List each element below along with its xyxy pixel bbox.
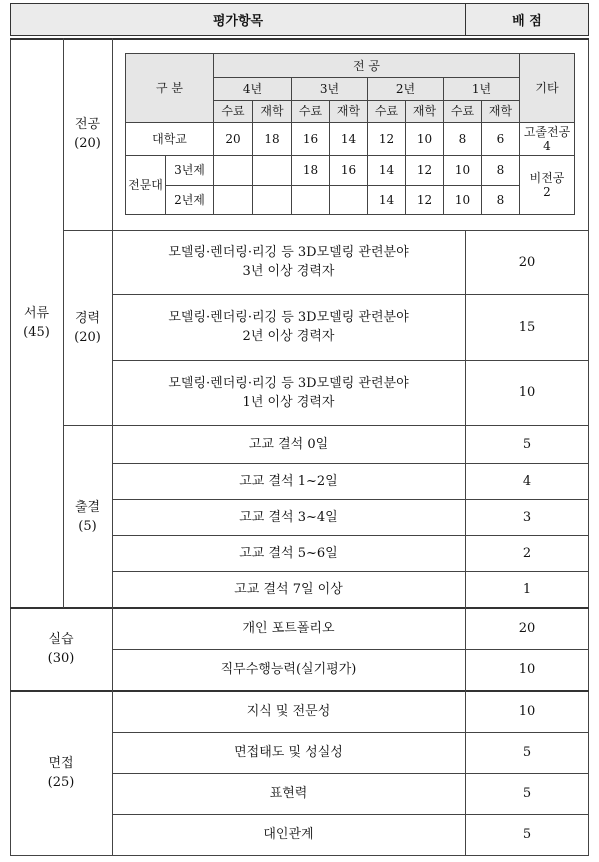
section-career-title: 경력 bbox=[74, 310, 101, 326]
table-cell: 8 bbox=[482, 185, 520, 214]
table-cell: 14 bbox=[368, 156, 406, 185]
attendance-item: 고교 결석 3~4일 bbox=[239, 509, 338, 525]
attendance-score: 4 bbox=[522, 473, 532, 489]
section-major-points: (20) bbox=[74, 136, 101, 151]
table-cell: 10 bbox=[444, 185, 482, 214]
interview-item: 면접태도 및 성실성 bbox=[234, 745, 343, 760]
section-practice-title: 실습 bbox=[48, 632, 74, 647]
attendance-item: 고교 결석 5~6일 bbox=[239, 545, 338, 561]
other-header: 기타 bbox=[520, 54, 575, 123]
table-cell: 16 bbox=[292, 122, 330, 155]
practice-score: 20 bbox=[518, 621, 536, 636]
other-non-major: 비전공 2 bbox=[520, 156, 575, 215]
attendance-score: 1 bbox=[522, 582, 532, 597]
table-cell: 14 bbox=[330, 122, 368, 155]
table-cell: 8 bbox=[482, 156, 520, 185]
row-college2-label: 2년제 bbox=[166, 185, 214, 214]
major-score-table bbox=[125, 53, 575, 215]
table-cell: 18 bbox=[292, 156, 330, 185]
status-completed: 수료 bbox=[292, 100, 330, 122]
career-item-3yr: 모델링·렌더링·리깅 등 3D모델링 관련분야 3년 이상 경력자 bbox=[168, 245, 409, 279]
section-major bbox=[63, 38, 112, 230]
practice-item: 직무수행능력(실기평가) bbox=[220, 662, 357, 677]
attendance-item: 고교 결석 1~2일 bbox=[239, 473, 338, 489]
table-cell: 8 bbox=[444, 122, 482, 155]
status-enrolled: 재학 bbox=[482, 100, 520, 122]
section-attendance-points: (5) bbox=[78, 518, 97, 534]
table-cell bbox=[214, 156, 253, 185]
section-documents-title: 서류 bbox=[23, 306, 50, 321]
table-cell bbox=[330, 185, 368, 214]
year-2: 2년 bbox=[368, 78, 444, 100]
year-4: 4년 bbox=[214, 78, 292, 100]
attendance-score: 2 bbox=[522, 545, 532, 561]
section-practice-points: (30) bbox=[47, 651, 75, 666]
section-practice bbox=[10, 607, 112, 691]
status-enrolled: 재학 bbox=[406, 100, 444, 122]
practice-item: 개인 포트폴리오 bbox=[242, 621, 335, 636]
interview-score: 10 bbox=[518, 704, 536, 719]
table-cell: 12 bbox=[406, 185, 444, 214]
section-documents-points: (45) bbox=[23, 325, 50, 340]
row-college-group: 전문대 bbox=[126, 156, 166, 215]
section-career bbox=[63, 230, 112, 425]
table-cell: 10 bbox=[406, 122, 444, 155]
section-career-points: (20) bbox=[74, 329, 101, 345]
table-cell: 10 bbox=[444, 156, 482, 185]
interview-score: 5 bbox=[522, 745, 532, 760]
section-interview bbox=[10, 690, 112, 856]
career-score-1yr: 10 bbox=[518, 385, 536, 400]
table-cell: 20 bbox=[214, 122, 253, 155]
status-enrolled: 재학 bbox=[253, 100, 292, 122]
career-item-2yr: 모델링·렌더링·리깅 등 3D모델링 관련분야 2년 이상 경력자 bbox=[168, 310, 409, 344]
table-cell: 12 bbox=[406, 156, 444, 185]
attendance-score: 3 bbox=[522, 509, 532, 525]
attendance-item: 고교 결석 7일 이상 bbox=[234, 582, 343, 597]
table-cell: 6 bbox=[482, 122, 520, 155]
status-completed: 수료 bbox=[444, 100, 482, 122]
row-university-label: 대학교 bbox=[126, 122, 214, 155]
table-cell bbox=[253, 185, 292, 214]
interview-item: 표현력 bbox=[269, 786, 308, 801]
other-highschool-major: 고졸전공 4 bbox=[520, 122, 575, 155]
table-cell: 14 bbox=[368, 185, 406, 214]
practice-score: 10 bbox=[518, 662, 536, 677]
section-interview-points: (25) bbox=[47, 775, 75, 790]
table-cell bbox=[292, 185, 330, 214]
attendance-item: 고교 결석 0일 bbox=[248, 436, 329, 452]
year-3: 3년 bbox=[292, 78, 368, 100]
interview-score: 5 bbox=[522, 786, 532, 801]
header-item bbox=[10, 3, 466, 36]
status-enrolled: 재학 bbox=[330, 100, 368, 122]
attendance-score: 5 bbox=[522, 436, 532, 452]
career-score-3yr: 20 bbox=[518, 254, 536, 270]
header-item-label: 평가항목 bbox=[212, 14, 264, 29]
table-cell: 16 bbox=[330, 156, 368, 185]
major-header: 전 공 bbox=[214, 54, 520, 78]
career-score-2yr: 15 bbox=[518, 319, 536, 335]
category-header: 구 분 bbox=[126, 54, 214, 123]
status-completed: 수료 bbox=[368, 100, 406, 122]
header-score-label: 배 점 bbox=[512, 14, 542, 29]
career-item-1yr: 모델링·렌더링·리깅 등 3D모델링 관련분야 1년 이상 경력자 bbox=[168, 375, 409, 410]
section-interview-title: 면접 bbox=[48, 756, 74, 771]
section-documents bbox=[10, 38, 63, 608]
table-cell: 18 bbox=[253, 122, 292, 155]
section-major-title: 전공 bbox=[74, 117, 101, 132]
section-attendance bbox=[63, 425, 112, 608]
interview-item: 대인관계 bbox=[263, 827, 314, 842]
row-college3-label: 3년제 bbox=[166, 156, 214, 185]
header-score bbox=[465, 3, 589, 36]
interview-score: 5 bbox=[522, 827, 532, 842]
table-cell bbox=[253, 156, 292, 185]
interview-item: 지식 및 전문성 bbox=[246, 704, 331, 719]
section-attendance-title: 출결 bbox=[74, 499, 101, 515]
year-1: 1년 bbox=[444, 78, 520, 100]
status-completed: 수료 bbox=[214, 100, 253, 122]
table-cell: 12 bbox=[368, 122, 406, 155]
table-cell bbox=[214, 185, 253, 214]
